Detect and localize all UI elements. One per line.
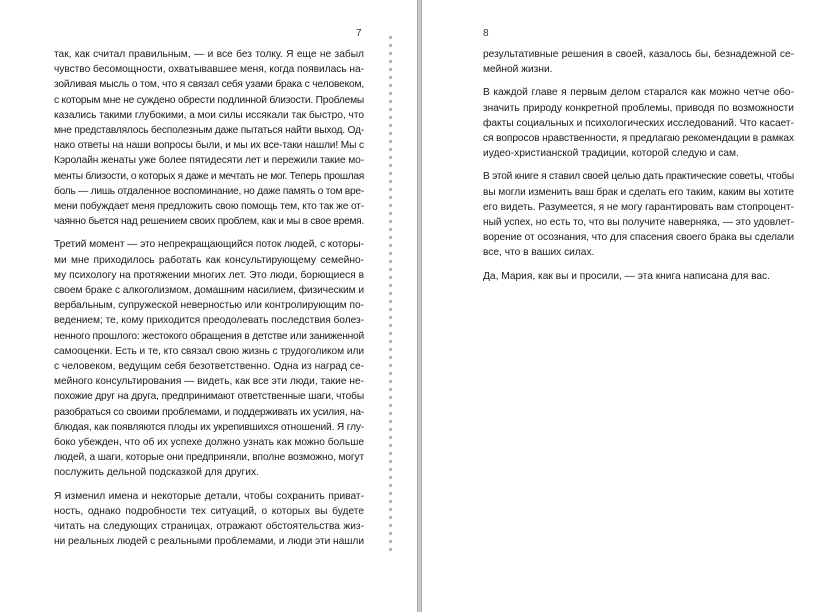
text-line: значить природу конкретной проблемы, приводя по возможности [483, 102, 794, 114]
text-line: людей, а шаги, которые они предприняли, вполне возможно, могут [54, 452, 364, 464]
text-line: ность, однако подробности тех ситуаций, о которых вы будете [54, 505, 364, 517]
text-line: ведением; те, кому приходится преодолевать последствия болез- [54, 315, 364, 327]
text-line: Кэролайн женаты уже более пятидесяти лет и пережили такие мо- [54, 155, 364, 167]
text-line: результативные решения в своей, казалось бы, безнадежной се- [483, 49, 794, 60]
left-page [0, 0, 418, 612]
text-line: Я изменил имена и некоторые детали, чтобы сохранить приват- [54, 490, 364, 502]
text-line: боко убежден, что об их успехе должно узнать как можно больше [54, 437, 364, 449]
text-line: читать на следующих страницах, отражают обстоятельства жиз- [54, 521, 364, 533]
text-line: мени побуждает меня предложить свою помощь тем, кто так же от- [54, 201, 364, 213]
text-line: так, как считал правильным, — и все без толку. Я еще не забыл [54, 49, 364, 60]
text-line: с которым мне не суждено обрести подлинной близости. Проблемы [54, 94, 364, 106]
text-line: В каждой главе я первым делом старался как можно четче обо- [483, 87, 794, 99]
text-line: Да, Мария, как вы и просили, — эта книга написана для вас. [483, 270, 770, 282]
text-line: вы могли изменить ваш брак и сделать его таким, каким вы хотите [483, 186, 794, 198]
text-line: Третий момент — это непрекращающийся поток людей, с которы- [54, 239, 364, 251]
paragraph [54, 47, 364, 229]
text-line: разобраться со своими проблемами, и поддерживать их усилия, на- [54, 406, 364, 418]
right-page [421, 0, 838, 612]
text-line: ся вопросов нравственности, я предлагаю рекомендации в рамках [483, 133, 794, 145]
gutter-dotted-line [389, 36, 392, 556]
text-line: казались такими глубокими, а мои силы иссякали так быстро, что [54, 109, 364, 121]
text-line: с человеком, ведущим себя безответственно. Одна из наград се- [54, 361, 364, 373]
page-text [54, 47, 364, 558]
paragraph [483, 47, 794, 77]
text-line: ми мне приходилось работать как консультирующему семейно- [54, 254, 364, 266]
text-line: ненного прошлого: жестокого обращения в детстве или заниженной [54, 330, 364, 342]
text-line: самооценки. Есть и те, кто связал свою жизнь с трудоголиком или [54, 345, 364, 357]
paragraph [483, 85, 794, 161]
text-line: его видеть. Разумеется, я не могу гарантировать вам стопроцент- [483, 201, 794, 213]
text-line: факты социальных и психологических исследований. Что касает- [483, 117, 794, 129]
text-line: ворение от осознания, что для спасения своего брака вы сделали [483, 232, 794, 244]
text-line: зойливая мысль о том, что я связал себя узами брака с человеком, [54, 79, 364, 91]
paragraph [54, 237, 364, 480]
text-line: му психологу на протяжении многих лет. Это люди, борющиеся в [54, 269, 364, 281]
text-line: ни реальных людей с реальными проблемами, и люди эти нашли [54, 536, 364, 548]
text-line: нако ответы на наши вопросы были, и мы их все-таки нашли! Мы с [54, 140, 364, 152]
text-line: менты близости, о которых я даже и мечтать не мог. Теперь прошлая [54, 170, 364, 182]
text-line: чаянно бьется над решением своих проблем, как и мы в свое время. [54, 216, 364, 228]
text-line: мейной жизни. [483, 64, 553, 76]
paragraph [483, 269, 794, 284]
text-line: ный успех, но есть то, что вы получите наверняка, — это удовлет- [483, 217, 794, 229]
text-line: боль — лишь отдаленное воспоминание, но даже память о том вре- [54, 185, 364, 197]
text-line: иудео-христианской традиции, которой следую и сам. [483, 148, 739, 160]
text-line: своем браке с алкоголизмом, домашним насилием, физическим и [54, 285, 364, 297]
text-line: мне представлялось бесполезным даже пытаться найти выход. Од- [54, 125, 364, 137]
text-line: вербальным, супружеской неверностью или контролирующим по- [54, 300, 364, 312]
paragraph [54, 489, 364, 550]
text-line: блюдая, как появляются плоды их укрепившихся отношений. Я глу- [54, 421, 364, 433]
paragraph [483, 169, 794, 260]
text-line: В этой книге я ставил своей целью дать практические советы, чтобы [483, 171, 794, 183]
page-text [483, 47, 794, 292]
text-line: чувство бесомощности, охватывавшее меня, когда появилась на- [54, 64, 364, 76]
text-line: все, что в ваших силах. [483, 247, 595, 259]
text-line: похожие друг на друга, предпринимают ответственные шаги, чтобы [54, 391, 364, 403]
page-number: 7 [356, 28, 362, 39]
text-line: послужить дельной подсказкой для других. [54, 467, 259, 479]
text-line: мейного консультирования — видеть, как все эти люди, такие не- [54, 376, 364, 388]
page-number: 8 [483, 28, 489, 39]
